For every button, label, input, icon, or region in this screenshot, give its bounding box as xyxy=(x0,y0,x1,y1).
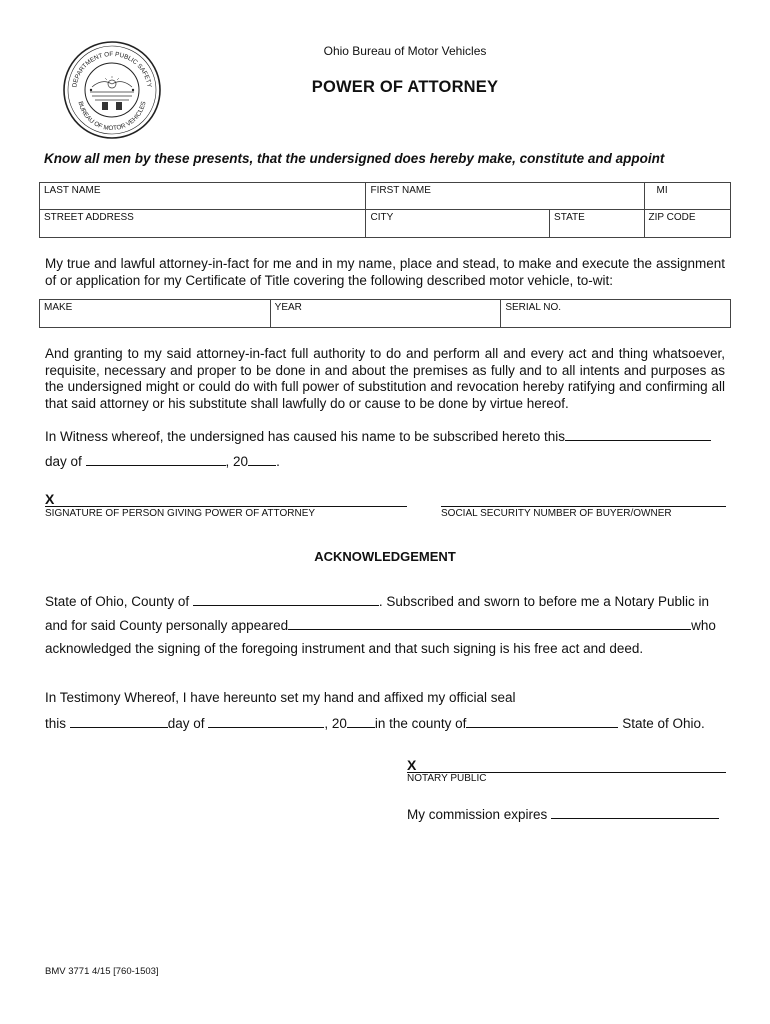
bmv-seal xyxy=(62,40,162,140)
testimony-month-blank[interactable] xyxy=(208,715,324,728)
attorney-info-table xyxy=(39,182,731,238)
city-field[interactable] xyxy=(366,210,550,238)
commission-expiry-blank[interactable] xyxy=(551,806,719,819)
grantor-signature-line[interactable] xyxy=(45,506,407,507)
state-of-ohio-text: State of Ohio. xyxy=(622,716,705,731)
who-text: who xyxy=(691,618,716,633)
appeared-name-blank[interactable] xyxy=(288,617,691,630)
last-name-label: LAST NAME xyxy=(44,185,101,196)
testimony-day-blank[interactable] xyxy=(70,715,168,728)
witness-this-blank[interactable] xyxy=(565,428,711,441)
witness-comma-20: , 20 xyxy=(225,454,249,469)
witness-day-of: day of xyxy=(45,454,82,469)
witness-year-blank[interactable] xyxy=(248,453,276,466)
ssn-line[interactable] xyxy=(441,506,726,507)
agency-name: Ohio Bureau of Motor Vehicles xyxy=(323,44,487,58)
middle-initial-field[interactable] xyxy=(644,183,731,210)
witness-month-blank[interactable] xyxy=(86,453,226,466)
page-title: POWER OF ATTORNEY xyxy=(311,78,499,96)
seal-bottom-text: BUREAU OF MOTOR VEHICLES xyxy=(76,100,148,133)
intro-statement: Know all men by these presents, that the undersigned does hereby make, constitute and appoint xyxy=(44,151,665,166)
appeared-line xyxy=(45,617,716,633)
state-field[interactable] xyxy=(550,210,644,238)
notary-signature-x: X xyxy=(407,757,417,773)
grantor-signature-x: X xyxy=(45,491,55,507)
seal-top-text: DEPARTMENT OF PUBLIC SAFETY xyxy=(71,50,153,88)
first-name-field[interactable] xyxy=(366,183,644,210)
zip-code-field[interactable] xyxy=(644,210,731,238)
attorney-in-fact-paragraph: My true and lawful attorney-in-fact for me and in my name, place and stead, to make and execute the assignment of or application for my Certificate of Title covering the following described motor vehicle, to-wit: xyxy=(45,256,725,288)
make-label: MAKE xyxy=(44,302,73,313)
mi-label: MI xyxy=(656,185,668,196)
testimony-county-blank[interactable] xyxy=(466,715,618,728)
subscribed-text: . Subscribed and sworn to before me a Notary Public in xyxy=(378,594,710,609)
svg-text:BUREAU OF MOTOR VEHICLES xyxy=(76,101,147,132)
last-name-field[interactable] xyxy=(40,183,366,210)
commission-text: My commission expires xyxy=(407,807,548,822)
county-blank[interactable] xyxy=(193,593,379,606)
street-address-field[interactable] xyxy=(40,210,366,238)
testimony-text: In Testimony Whereof, I have hereunto set my hand and affixed my official seal xyxy=(45,690,516,705)
testimony-year-blank[interactable] xyxy=(347,715,375,728)
witness-date-line xyxy=(45,453,280,469)
first-name-label: FIRST NAME xyxy=(370,185,431,196)
grantor-signature-caption: SIGNATURE OF PERSON GIVING POWER OF ATTORNEY xyxy=(45,508,316,519)
city-label: CITY xyxy=(370,212,394,223)
year-label: YEAR xyxy=(274,302,302,313)
in-county-text: in the county of xyxy=(374,716,467,731)
testimony-day-of: day of xyxy=(167,716,205,731)
commission-line xyxy=(407,806,719,822)
serial-number-field[interactable] xyxy=(501,300,731,328)
appeared-text: and for said County personally appeared xyxy=(45,618,289,633)
testimony-comma-20: , 20 xyxy=(324,716,347,731)
vehicle-info-table xyxy=(39,299,731,328)
state-county-text: State of Ohio, County of xyxy=(45,594,190,609)
street-address-label: STREET ADDRESS xyxy=(44,212,134,223)
granting-paragraph: And granting to my said attorney-in-fact full authority to do and perform all and every act and thing whatsoever, requisite, necessary and proper to be done in and about the premises as fully and to all intents and purposes as the undersigned might or could do with full power of substitution and revocation hereby ratifying and confirming all that said attorney or his substitute shall lawfully do or cause to be done by virtue hereof. xyxy=(45,346,725,411)
acknowledgement-heading: ACKNOWLEDGEMENT xyxy=(314,549,456,564)
zip-code-label: ZIP CODE xyxy=(648,212,696,223)
testimony-date-line xyxy=(45,715,705,731)
witness-text: In Witness whereof, the undersigned has caused his name to be subscribed hereto this xyxy=(45,429,566,444)
ssn-caption: SOCIAL SECURITY NUMBER OF BUYER/OWNER xyxy=(441,508,672,519)
serial-number-label: SERIAL NO. xyxy=(505,302,562,313)
witness-line xyxy=(45,428,711,444)
make-field[interactable] xyxy=(40,300,271,328)
state-county-line xyxy=(45,593,709,609)
acknowledged-text: acknowledged the signing of the foregoing instrument and that such signing is his free act and deed. xyxy=(45,641,644,656)
form-number: BMV 3771 4/15 [760-1503] xyxy=(45,966,159,977)
notary-caption: NOTARY PUBLIC xyxy=(407,773,487,784)
witness-period: . xyxy=(276,454,280,469)
year-field[interactable] xyxy=(270,300,501,328)
this-text: this xyxy=(45,716,67,731)
state-label: STATE xyxy=(554,212,585,223)
